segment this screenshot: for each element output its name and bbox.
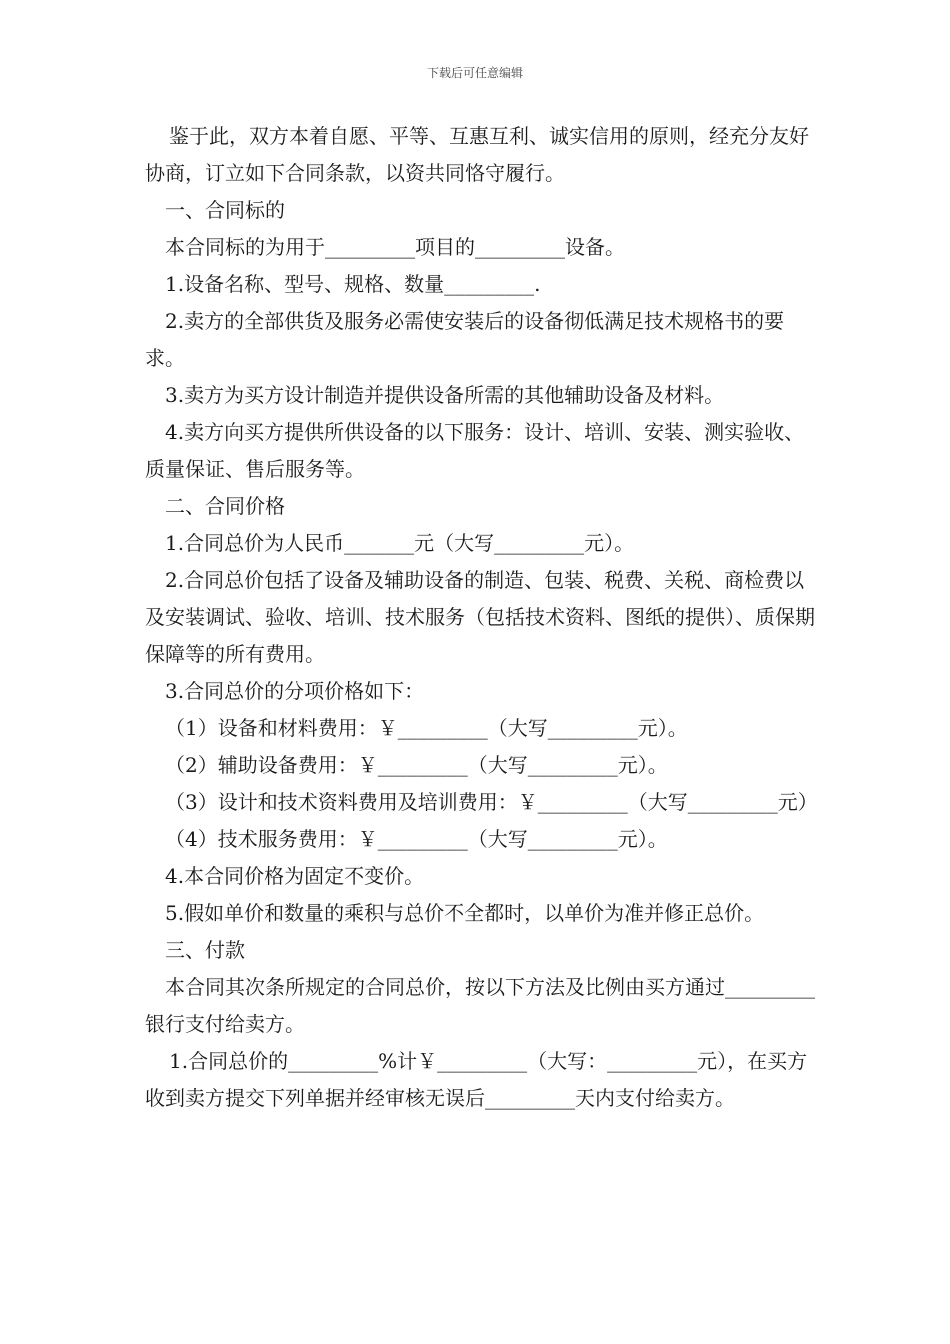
clause-price-5: 5.假如单价和数量的乘积与总价不全都时，以单价为准并修正总价。 xyxy=(165,901,765,925)
section-heading-price: 二、合同价格 xyxy=(165,494,285,518)
price-item-1: （1）设备和材料费用：￥_________（大写_________元）。 xyxy=(165,716,688,740)
price-item-4: （4）技术服务费用：￥_________（大写_________元）。 xyxy=(165,827,668,851)
clause-subject: 本合同标的为用于_________项目的_________设备。 xyxy=(165,235,625,259)
clause-subject-4: 4.卖方向买方提供所供设备的以下服务：设计、培训、安装、测实验收、质量保证、售后服务等。 xyxy=(145,420,805,481)
clause-payment: 本合同其次条所规定的合同总价，按以下方法及比例由买方通过_________银行支付给卖方。 xyxy=(145,975,815,1036)
clause-price-2: 2.合同总价包括了设备及辅助设备的制造、包装、税费、关税、商检费以及安装调试、验收、培训、技术服务（包括技术资料、图纸的提供）、质保期保障等的所有费用。 xyxy=(145,568,815,666)
contract-body xyxy=(145,118,820,1117)
section-heading-subject: 一、合同标的 xyxy=(165,198,285,222)
clause-payment-1: 1.合同总价的_________%计￥_________（大写：_________元），在买方收到卖方提交下列单据并经审核无误后_________天内支付给卖方。 xyxy=(145,1049,808,1110)
clause-subject-3: 3.卖方为买方设计制造并提供设备所需的其他辅助设备及材料。 xyxy=(165,383,725,407)
price-item-3: （3）设计和技术资料费用及培训费用：￥_________（大写_________元） xyxy=(165,790,818,814)
clause-price-3: 3.合同总价的分项价格如下： xyxy=(165,679,425,703)
clause-subject-2: 2.卖方的全部供货及服务必需使安装后的设备彻低满足技术规格书的要求。 xyxy=(145,309,785,370)
section-heading-payment: 三、付款 xyxy=(165,938,245,962)
page-header-note: 下载后可任意编辑 xyxy=(426,66,523,80)
intro-paragraph: 鉴于此，双方本着自愿、平等、互惠互利、诚实信用的原则，经充分友好协商，订立如下合同条款，以资共同恪守履行。 xyxy=(145,124,809,185)
clause-price-1: 1.合同总价为人民币_______元（大写_________元）。 xyxy=(165,531,635,555)
clause-subject-1: 1.设备名称、型号、规格、数量_________. xyxy=(165,272,541,296)
clause-price-4: 4.本合同价格为固定不变价。 xyxy=(165,864,425,888)
price-item-2: （2）辅助设备费用：￥_________（大写_________元）。 xyxy=(165,753,668,777)
